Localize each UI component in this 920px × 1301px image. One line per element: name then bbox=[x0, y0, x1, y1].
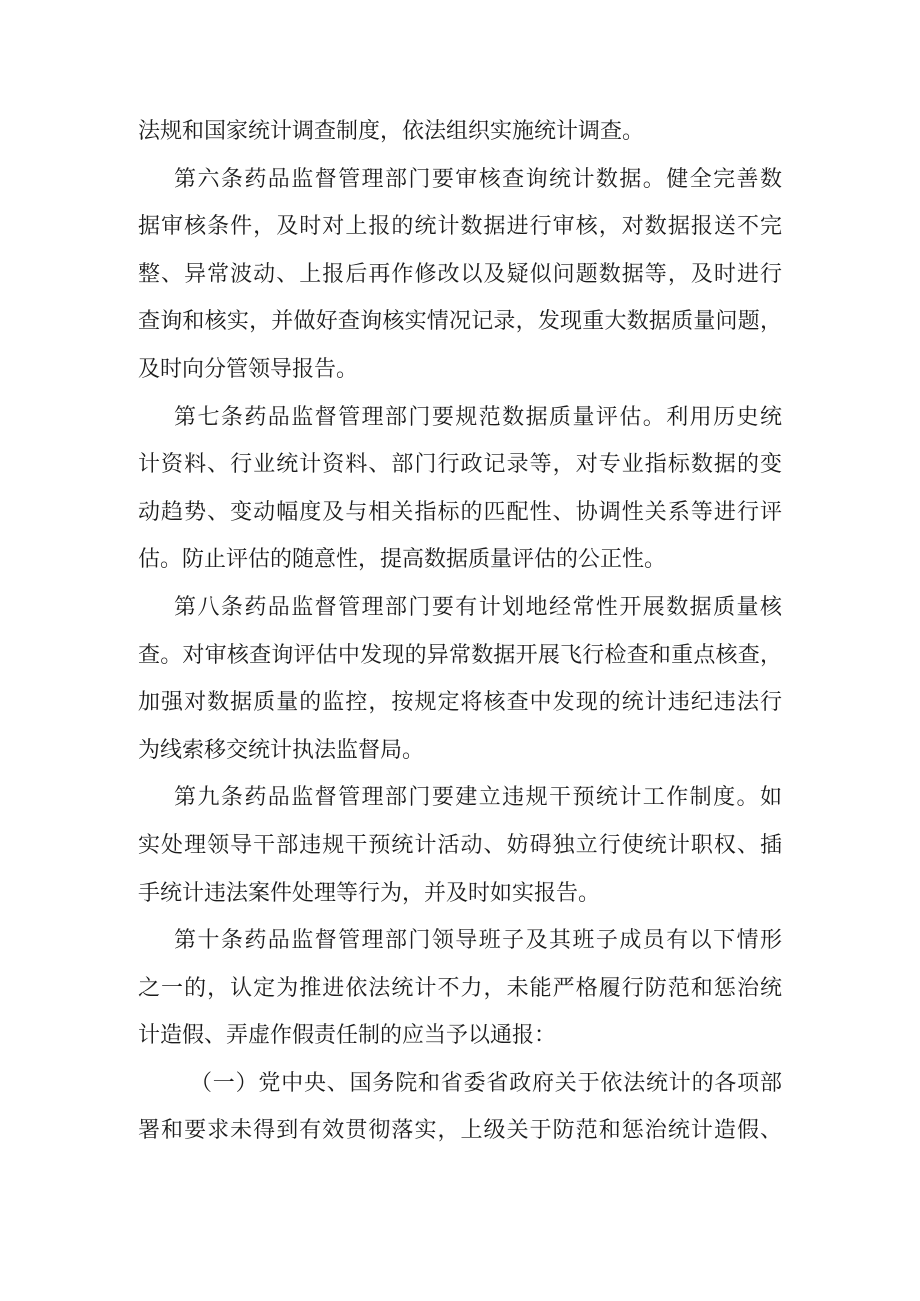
paragraph-line: 加强对数据质量的监控，按规定将核查中发现的统计违纪违法行 bbox=[138, 690, 782, 716]
paragraph-line: 估。防止评估的随意性，提高数据质量评估的公正性。 bbox=[138, 547, 667, 573]
paragraph-line: 法规和国家统计调查制度，依法组织实施统计调查。 bbox=[138, 119, 645, 144]
paragraph-line: 查。对审核查询评估中发现的异常数据开展飞行检查和重点核查， bbox=[138, 642, 782, 668]
paragraph-line: 实处理领导干部违规干预统计活动、妨碍独立行使统计职权、插 bbox=[138, 832, 782, 858]
paragraph-line: 及时向分管领导报告。 bbox=[138, 356, 359, 382]
paragraph-line: 计资料、行业统计资料、部门行政记录等，对专业指标数据的变 bbox=[138, 452, 782, 478]
paragraph-line: 手统计违法案件处理等行为，并及时如实报告。 bbox=[138, 880, 601, 906]
paragraph-line: 计造假、弄虚作假责任制的应当予以通报： bbox=[138, 1023, 557, 1049]
paragraph-line: 整、异常波动、上报后再作修改以及疑似问题数据等，及时进行 bbox=[138, 261, 782, 287]
paragraph-line: 查询和核实，并做好查询核实情况记录，发现重大数据质量问题， bbox=[138, 309, 782, 335]
article-8-heading-line: 第八条药品监督管理部门要有计划地经常性开展数据质量核 bbox=[174, 594, 782, 620]
paragraph-line: 之一的，认定为推进依法统计不力，未能严格履行防范和惩治统 bbox=[138, 975, 782, 1001]
paragraph-line: 据审核条件，及时对上报的统计数据进行审核，对数据报送不完 bbox=[138, 214, 782, 240]
article-6-heading-line: 第六条药品监督管理部门要审核查询统计数据。健全完善数 bbox=[174, 166, 782, 192]
item-1-heading-line: （一）党中央、国务院和省委省政府关于依法统计的各项部 bbox=[190, 1070, 782, 1096]
article-9-heading-line: 第九条药品监督管理部门要建立违规干预统计工作制度。如 bbox=[174, 785, 782, 811]
paragraph-line: 动趋势、变动幅度及与相关指标的匹配性、协调性关系等进行评 bbox=[138, 499, 782, 525]
paragraph-line: 署和要求未得到有效贯彻落实，上级关于防范和惩治统计造假、 bbox=[138, 1118, 782, 1144]
article-7-heading-line: 第七条药品监督管理部门要规范数据质量评估。利用历史统 bbox=[174, 404, 782, 430]
article-10-heading-line: 第十条药品监督管理部门领导班子及其班子成员有以下情形 bbox=[174, 928, 782, 954]
document-body bbox=[138, 108, 782, 1155]
paragraph-line: 为线索移交统计执法监督局。 bbox=[138, 737, 425, 763]
